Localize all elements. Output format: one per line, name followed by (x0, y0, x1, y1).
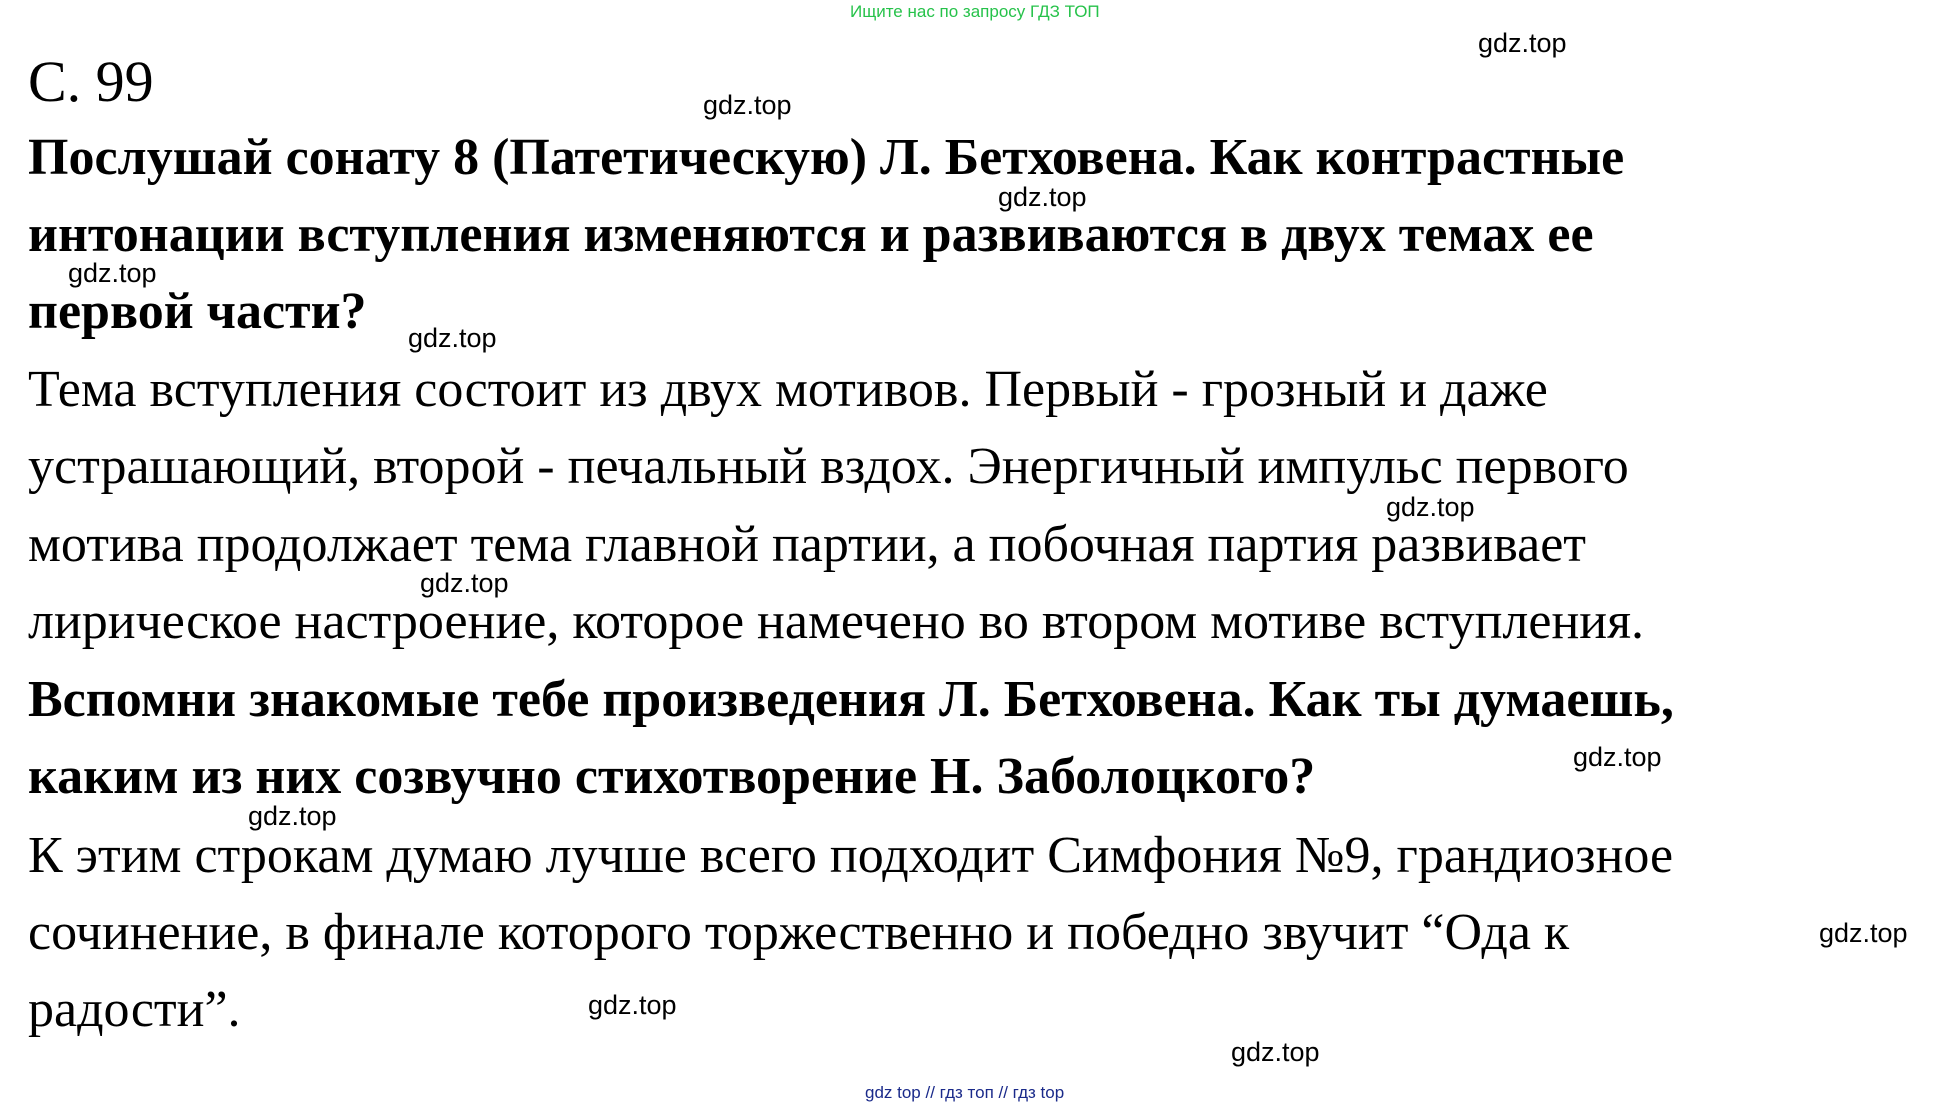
watermark: gdz.top (703, 90, 792, 120)
page-number: С. 99 (28, 49, 154, 114)
question-1-line-2: интонации вступления изменяются и развиваются в двух темах ее (28, 206, 1594, 263)
answer-1-line-3: мотива продолжает тема главной партии, а побочная партия развивает (28, 516, 1586, 573)
answer-2-line-1: К этим строкам думаю лучше всего подходит Симфония №9, грандиозное (28, 827, 1674, 884)
answer-2-line-2: сочинение, в финале которого торжественно и победно звучит “Ода к (28, 904, 1570, 961)
footer-links: gdz top // гдз топ // гдз top (865, 1083, 1065, 1102)
question-1-line-1: Послушай сонату 8 (Патетическую) Л. Бетховена. Как контрастные (28, 129, 1625, 186)
answer-1-line-4: лирическое настроение, которое намечено во втором мотиве вступления. (28, 593, 1645, 650)
watermark: gdz.top (1819, 918, 1908, 948)
watermark: gdz.top (420, 568, 509, 598)
watermark: gdz.top (68, 258, 157, 288)
watermark: gdz.top (1478, 28, 1567, 58)
answer-1-line-2: устрашающий, второй - печальный вздох. Энергичный импульс первого (28, 438, 1629, 495)
watermark: gdz.top (248, 801, 337, 831)
watermark: gdz.top (1231, 1037, 1320, 1067)
answer-2-line-3: радости”. (28, 981, 241, 1038)
watermark: gdz.top (588, 990, 677, 1020)
watermark: gdz.top (408, 323, 497, 353)
watermark: gdz.top (998, 182, 1087, 212)
question-2-line-2: каким из них созвучно стихотворение Н. Заболоцкого? (28, 748, 1316, 805)
answer-1-line-1: Тема вступления состоит из двух мотивов. Первый - грозный и даже (28, 361, 1548, 418)
search-banner: Ищите нас по запросу ГДЗ ТОП (850, 2, 1100, 21)
question-1-line-3: первой части? (28, 283, 367, 340)
watermark: gdz.top (1573, 742, 1662, 772)
question-2-line-1: Вспомни знакомые тебе произведения Л. Бетховена. Как ты думаешь, (28, 671, 1674, 728)
watermark: gdz.top (1386, 492, 1475, 522)
